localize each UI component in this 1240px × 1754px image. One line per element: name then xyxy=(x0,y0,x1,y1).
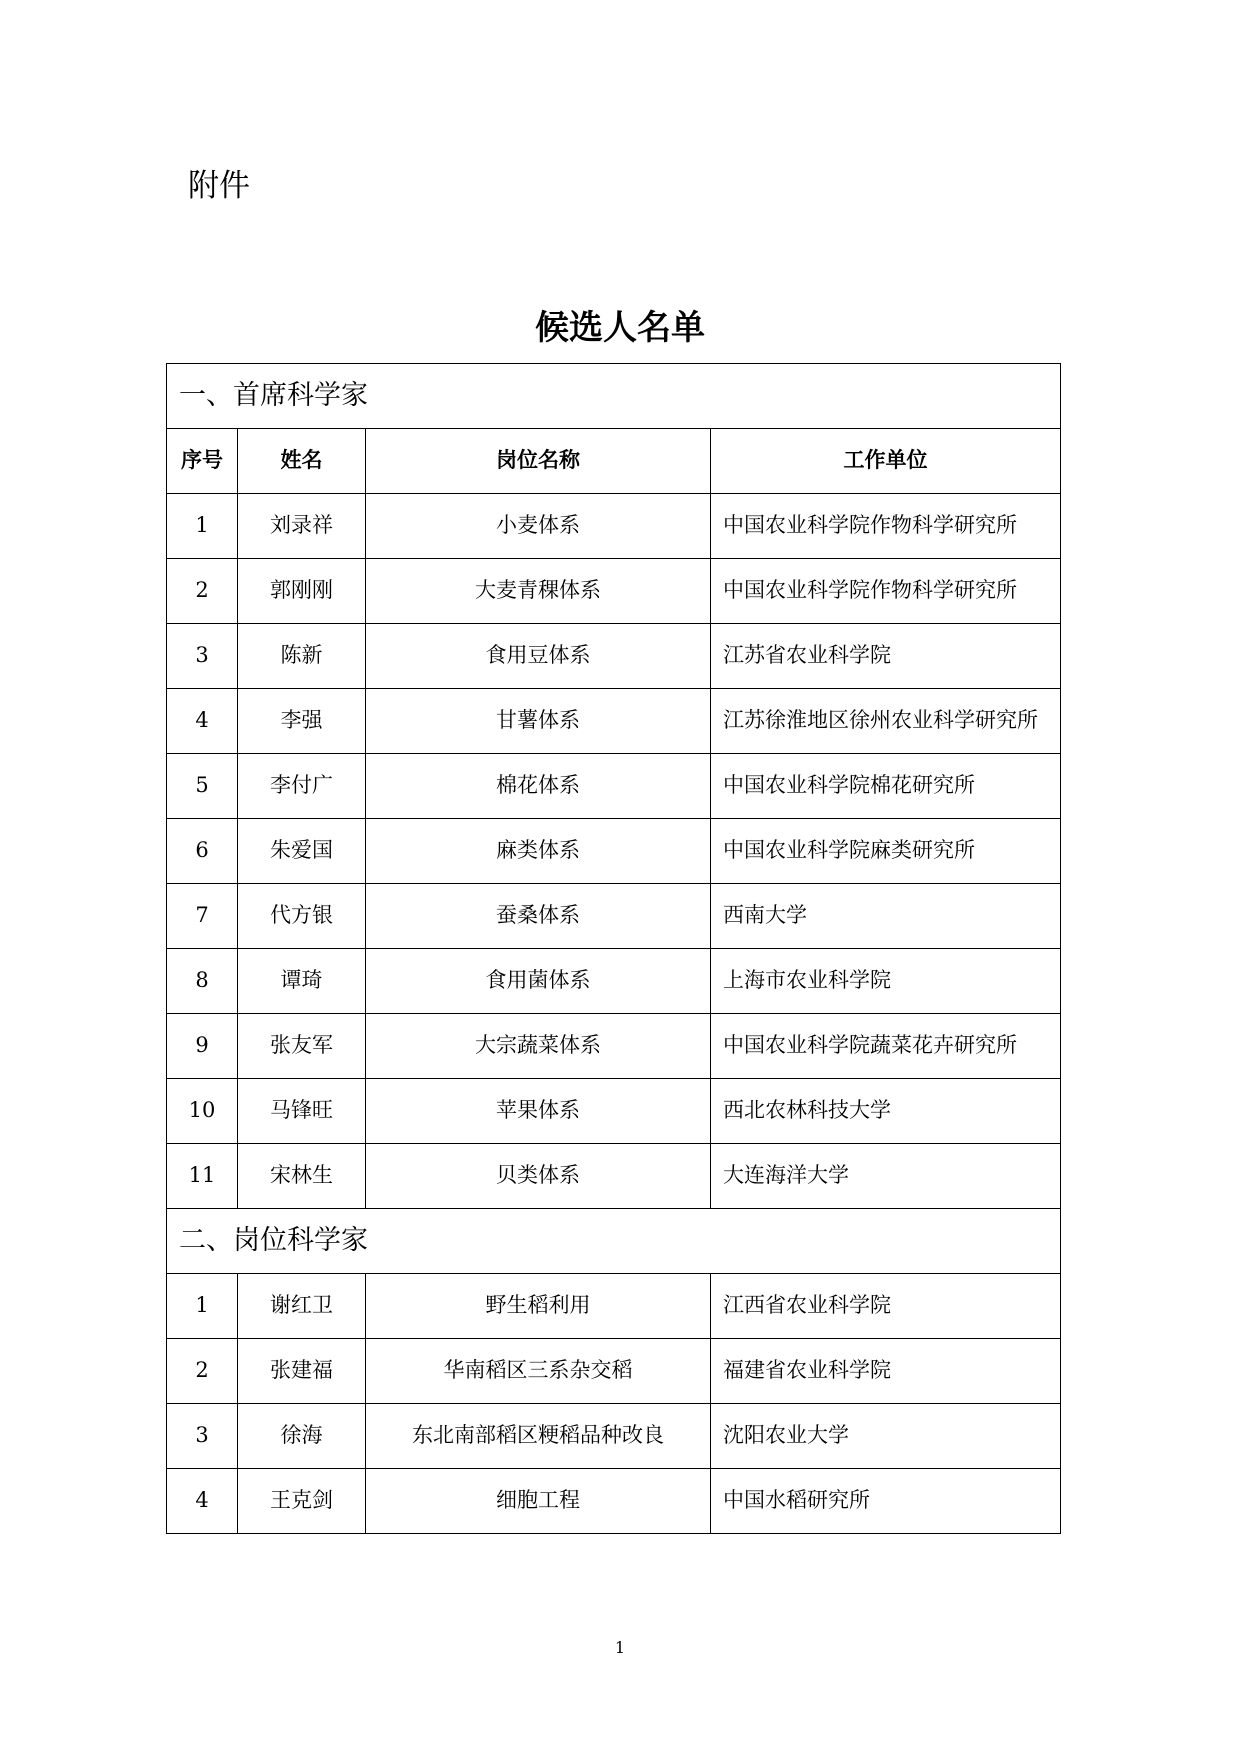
table-row xyxy=(167,1079,1061,1144)
cell-unit: 江苏省农业科学院 xyxy=(711,624,1061,689)
cell-no: 10 xyxy=(167,1079,238,1144)
table-row xyxy=(167,1274,1061,1339)
cell-no: 1 xyxy=(167,1274,238,1339)
column-header-post: 岗位名称 xyxy=(366,429,711,494)
table-row xyxy=(167,559,1061,624)
cell-name: 张建福 xyxy=(238,1339,366,1404)
table-row xyxy=(167,949,1061,1014)
cell-post: 野生稻利用 xyxy=(366,1274,711,1339)
table-row xyxy=(167,1339,1061,1404)
page-number: 1 xyxy=(614,1638,626,1657)
column-header-unit: 工作单位 xyxy=(711,429,1061,494)
table-header-row xyxy=(167,429,1061,494)
cell-no: 1 xyxy=(167,494,238,559)
cell-name: 代方银 xyxy=(238,884,366,949)
candidate-table xyxy=(166,363,1061,1534)
cell-name: 宋林生 xyxy=(238,1144,366,1209)
cell-post: 麻类体系 xyxy=(366,819,711,884)
cell-unit: 中国农业科学院棉花研究所 xyxy=(711,754,1061,819)
cell-no: 6 xyxy=(167,819,238,884)
cell-name: 李付广 xyxy=(238,754,366,819)
cell-post: 贝类体系 xyxy=(366,1144,711,1209)
column-header-no: 序号 xyxy=(167,429,238,494)
section-heading-row xyxy=(167,364,1061,429)
table-row xyxy=(167,624,1061,689)
cell-post: 甘薯体系 xyxy=(366,689,711,754)
cell-post: 大麦青稞体系 xyxy=(366,559,711,624)
section-heading-row xyxy=(167,1209,1061,1274)
table-row xyxy=(167,1469,1061,1534)
cell-name: 张友军 xyxy=(238,1014,366,1079)
table-row xyxy=(167,819,1061,884)
cell-post: 大宗蔬菜体系 xyxy=(366,1014,711,1079)
cell-unit: 大连海洋大学 xyxy=(711,1144,1061,1209)
table-row xyxy=(167,689,1061,754)
cell-no: 3 xyxy=(167,624,238,689)
page-title: 候选人名单 xyxy=(535,308,705,348)
table-row xyxy=(167,754,1061,819)
column-header-name: 姓名 xyxy=(238,429,366,494)
cell-no: 8 xyxy=(167,949,238,1014)
cell-no: 2 xyxy=(167,559,238,624)
cell-name: 谢红卫 xyxy=(238,1274,366,1339)
cell-name: 王克剑 xyxy=(238,1469,366,1534)
cell-no: 9 xyxy=(167,1014,238,1079)
cell-unit: 中国农业科学院蔬菜花卉研究所 xyxy=(711,1014,1061,1079)
cell-name: 谭琦 xyxy=(238,949,366,1014)
cell-post: 东北南部稻区粳稻品种改良 xyxy=(366,1404,711,1469)
cell-no: 4 xyxy=(167,689,238,754)
cell-unit: 西南大学 xyxy=(711,884,1061,949)
cell-no: 5 xyxy=(167,754,238,819)
cell-name: 李强 xyxy=(238,689,366,754)
section-heading: 一、首席科学家 xyxy=(167,364,1061,429)
cell-unit: 中国农业科学院麻类研究所 xyxy=(711,819,1061,884)
cell-unit: 江西省农业科学院 xyxy=(711,1274,1061,1339)
section-heading: 二、岗位科学家 xyxy=(167,1209,1061,1274)
cell-unit: 沈阳农业大学 xyxy=(711,1404,1061,1469)
table-row xyxy=(167,1014,1061,1079)
table-row xyxy=(167,1404,1061,1469)
table-row xyxy=(167,494,1061,559)
cell-post: 食用豆体系 xyxy=(366,624,711,689)
cell-post: 蚕桑体系 xyxy=(366,884,711,949)
cell-name: 马锋旺 xyxy=(238,1079,366,1144)
cell-name: 郭刚刚 xyxy=(238,559,366,624)
cell-unit: 江苏徐淮地区徐州农业科学研究所 xyxy=(711,689,1061,754)
attachment-label: 附件 xyxy=(188,168,250,204)
cell-unit: 中国水稻研究所 xyxy=(711,1469,1061,1534)
cell-post: 细胞工程 xyxy=(366,1469,711,1534)
cell-unit: 福建省农业科学院 xyxy=(711,1339,1061,1404)
cell-name: 徐海 xyxy=(238,1404,366,1469)
cell-unit: 中国农业科学院作物科学研究所 xyxy=(711,494,1061,559)
cell-post: 苹果体系 xyxy=(366,1079,711,1144)
cell-no: 2 xyxy=(167,1339,238,1404)
table-row xyxy=(167,884,1061,949)
cell-no: 3 xyxy=(167,1404,238,1469)
cell-post: 小麦体系 xyxy=(366,494,711,559)
candidate-table-body xyxy=(167,364,1061,1534)
cell-unit: 中国农业科学院作物科学研究所 xyxy=(711,559,1061,624)
cell-unit: 西北农林科技大学 xyxy=(711,1079,1061,1144)
cell-name: 刘录祥 xyxy=(238,494,366,559)
cell-post: 华南稻区三系杂交稻 xyxy=(366,1339,711,1404)
cell-no: 4 xyxy=(167,1469,238,1534)
cell-unit: 上海市农业科学院 xyxy=(711,949,1061,1014)
cell-name: 朱爱国 xyxy=(238,819,366,884)
table-row xyxy=(167,1144,1061,1209)
cell-post: 棉花体系 xyxy=(366,754,711,819)
cell-name: 陈新 xyxy=(238,624,366,689)
cell-no: 11 xyxy=(167,1144,238,1209)
cell-post: 食用菌体系 xyxy=(366,949,711,1014)
cell-no: 7 xyxy=(167,884,238,949)
